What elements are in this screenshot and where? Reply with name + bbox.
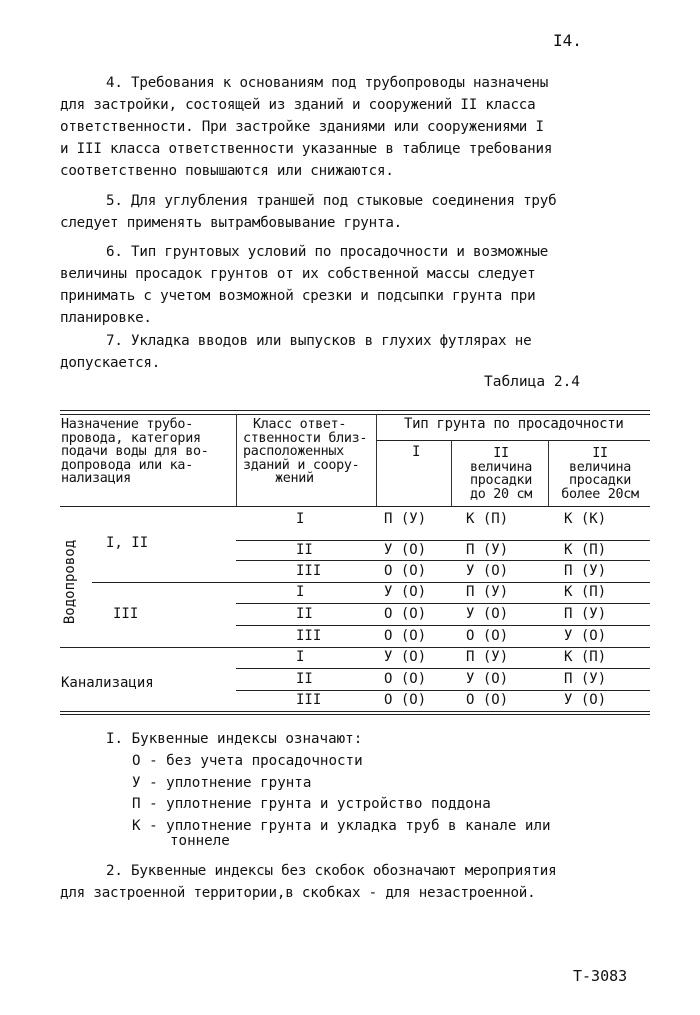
cell-type-II-small: У (О) — [466, 671, 509, 687]
table-top-rule — [60, 410, 650, 411]
p6-line: величины просадок грунтов от их собственной массы следует — [60, 266, 536, 282]
p4-line: и III класса ответственности указанные в таблице требования — [60, 141, 553, 157]
legend-item: К - уплотнение грунта и укладка труб в канале или — [132, 817, 551, 834]
header-line: нализация — [61, 471, 131, 486]
header-divider — [548, 440, 549, 506]
cell-class: III — [296, 628, 322, 644]
cell-class: I — [296, 649, 305, 665]
legend-item: П - уплотнение грунта и устройство поддона — [132, 796, 491, 812]
note-2-line: для застроенной территории,в скобках - для незастроенной. — [60, 885, 536, 901]
p7-line: допускается. — [60, 355, 161, 371]
p6-line: планировке. — [60, 310, 152, 326]
cell-class: I — [296, 511, 305, 527]
cell-type-II-large: К (К) — [564, 511, 607, 527]
header-bottom-rule — [60, 506, 650, 507]
p6-line: принимать с учетом возможной срезки и подсыпки грунта при — [60, 288, 536, 304]
header-type-II-large — [552, 447, 648, 501]
header-divider — [236, 414, 237, 506]
header-divider — [451, 440, 452, 506]
header-line: зданий и соору- — [243, 457, 360, 473]
table-top-rule — [60, 414, 650, 415]
table-bottom-rule — [60, 711, 650, 712]
header-type-II-small — [458, 447, 544, 501]
group-water-sub1: I, II — [106, 535, 149, 551]
cell-class: III — [296, 563, 322, 579]
cell-type-II-large: К (П) — [564, 542, 607, 558]
header-type-I: I — [412, 444, 421, 460]
cell-type-II-small: П (У) — [466, 649, 509, 665]
p5-line: следует применять вытрамбовывание грунта. — [60, 215, 403, 231]
note-1-title: I. Буквенные индексы означают: — [106, 731, 363, 747]
header-line: II — [592, 446, 608, 461]
p7-line: 7. Укладка вводов или выпусков в глухих футлярах не — [106, 333, 532, 349]
header-line: подачи воды для во- — [61, 444, 209, 459]
legend-item: У - уплотнение грунта — [132, 774, 312, 791]
cell-class: III — [296, 692, 322, 708]
row-rule — [236, 540, 650, 541]
header-line: II — [493, 446, 509, 461]
row-rule — [236, 603, 650, 604]
cell-type-II-small: П (У) — [466, 542, 509, 558]
cell-type-II-small: О (О) — [466, 628, 509, 644]
cell-type-II-large: У (О) — [564, 692, 607, 708]
note-2 — [60, 860, 556, 904]
cell-type-I: О (О) — [384, 692, 427, 708]
cell-type-II-small: У (О) — [466, 563, 509, 579]
header-class — [243, 418, 367, 486]
cell-type-II-large: К (П) — [564, 584, 607, 600]
cell-type-II-large: П (У) — [564, 606, 607, 622]
header-line: величина — [469, 459, 533, 475]
legend-list — [132, 751, 551, 849]
header-line: более 20см — [561, 486, 639, 502]
p4-line: ответственности. При застройке зданиями или сооружениями I — [60, 119, 544, 135]
cell-type-II-large: К (П) — [564, 649, 607, 665]
row-rule — [236, 625, 650, 626]
cell-class: II — [296, 671, 313, 687]
p6-line: 6. Тип грунтовых условий по просадочности и возможные — [106, 244, 549, 260]
header-line: расположенных — [243, 444, 344, 459]
p5-line: 5. Для углубления траншей под стыковые соединения труб — [106, 193, 557, 209]
legend-item: О - без учета просадочности — [132, 753, 363, 769]
table-bottom-rule — [60, 714, 650, 715]
cell-type-II-large: П (У) — [564, 671, 607, 687]
header-line: допровода или ка- — [61, 457, 193, 473]
header-line: просадки — [469, 473, 533, 488]
cell-type-I: О (О) — [384, 563, 427, 579]
cell-type-I: О (О) — [384, 671, 427, 687]
header-line: до 20 см — [469, 486, 533, 502]
header-line: провода, категория — [61, 430, 201, 446]
row-rule — [92, 582, 650, 583]
header-purpose — [61, 418, 208, 486]
cell-type-I: О (О) — [384, 606, 427, 622]
cell-type-II-small: О (О) — [466, 692, 509, 708]
group-water-sub2: III — [113, 606, 139, 622]
row-rule — [236, 690, 650, 691]
p4-line: для застройки, состоящей из зданий и сооружений II класса — [60, 97, 536, 113]
header-line: величина — [568, 459, 632, 475]
cell-class: I — [296, 584, 305, 600]
cell-type-I: П (У) — [384, 511, 427, 527]
group-sewer-label: Канализация — [61, 675, 154, 691]
cell-type-I: У (О) — [384, 542, 427, 558]
row-rule — [236, 668, 650, 669]
cell-type-II-small: К (П) — [466, 511, 509, 527]
cell-class: II — [296, 606, 313, 622]
page-number: I4. — [553, 31, 582, 50]
note-2-line: 2. Буквенные индексы без скобок обозначают мероприятия — [106, 863, 557, 879]
header-subrule — [376, 440, 650, 441]
cell-type-II-large: У (О) — [564, 628, 607, 644]
cell-type-II-small: П (У) — [466, 584, 509, 600]
row-rule — [60, 647, 650, 648]
cell-type-I: У (О) — [384, 584, 427, 600]
cell-class: II — [296, 542, 313, 558]
header-line: жений — [275, 471, 314, 486]
p4-line: 4. Требования к основаниям под трубопроводы назначены — [106, 75, 549, 91]
header-line: просадки — [568, 473, 632, 488]
header-soil-type: Тип грунта по просадочности — [404, 416, 624, 432]
header-line: Назначение трубо- — [61, 417, 193, 432]
table-caption: Таблица 2.4 — [484, 374, 581, 390]
group-water-label: Водопровод — [62, 539, 78, 625]
header-divider — [376, 414, 377, 506]
cell-type-II-large: П (У) — [564, 563, 607, 579]
cell-type-I: У (О) — [384, 649, 427, 665]
document-code: Т-3083 — [573, 967, 628, 985]
cell-type-II-small: У (О) — [466, 606, 509, 622]
cell-type-I: О (О) — [384, 628, 427, 644]
row-rule — [236, 560, 650, 561]
header-line: ственности близ- — [243, 430, 368, 446]
header-line: Класс ответ- — [253, 417, 347, 432]
legend-item-cont: тоннеле — [170, 832, 230, 849]
p4-line: соответственно повышаются или снижаются. — [60, 163, 394, 179]
